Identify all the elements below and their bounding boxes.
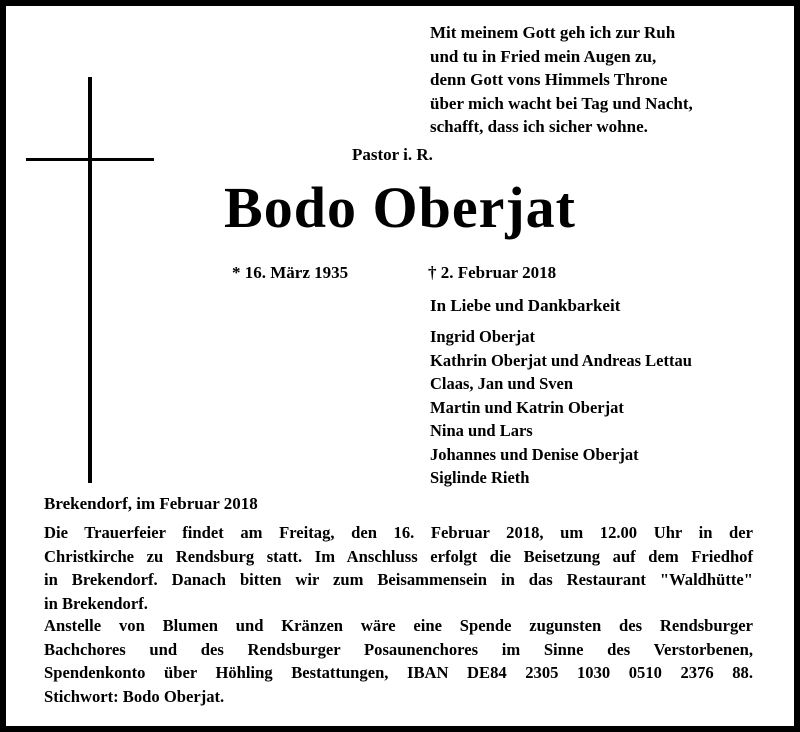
mourner-name: Nina und Lars — [430, 421, 533, 440]
place-and-date: Brekendorf, im Februar 2018 — [44, 494, 258, 513]
funeral-line: Die Trauerfeier findet am Freitag, den 16. Februar 2018, um 12.00 Uhr in der — [44, 523, 753, 542]
deceased-title: Pastor i. R. — [352, 145, 433, 164]
mourner-name: Claas, Jan und Sven — [430, 374, 574, 393]
funeral-paragraph — [44, 521, 753, 615]
donation-paragraph — [44, 614, 753, 708]
donation-line: Stichwort: Bodo Oberjat. — [44, 686, 225, 706]
donation-line: Anstelle von Blumen und Kränzen wäre eine Spende zugunsten des Rendsburger — [44, 616, 753, 635]
verse-line: und tu in Fried mein Augen zu, — [430, 46, 657, 66]
cross-vertical-bar — [88, 77, 92, 483]
verse-line: Mit meinem Gott geh ich zur Ruh — [430, 23, 676, 42]
cross-horizontal-bar — [26, 158, 154, 161]
death-date: † 2. Februar 2018 — [428, 263, 557, 282]
verse — [430, 21, 790, 139]
mourner-name: Ingrid Oberjat — [430, 327, 535, 346]
mourner-name: Kathrin Oberjat und Andreas Lettau — [430, 350, 692, 370]
mourner-name: Siglinde Rieth — [430, 468, 530, 487]
mourner-name: Martin und Katrin Oberjat — [430, 397, 624, 417]
mourners-list — [430, 325, 692, 490]
funeral-line: in Brekendorf. — [44, 593, 148, 613]
verse-line: denn Gott vons Himmels Throne — [430, 70, 668, 89]
verse-line: über mich wacht bei Tag und Nacht, — [430, 93, 693, 113]
donation-line: Bachchores und des Rendsburger Posaunenchores im Sinne des Verstorbenen, — [44, 639, 753, 659]
birth-date: * 16. März 1935 — [232, 263, 349, 282]
mourner-name: Johannes und Denise Oberjat — [430, 444, 639, 464]
mourning-intro: In Liebe und Dankbarkeit — [430, 296, 621, 315]
verse-line: schafft, dass ich sicher wohne. — [430, 117, 648, 136]
funeral-line: in Brekendorf. Danach bitten wir zum Beisammensein in das Restaurant "Waldhütte" — [44, 570, 753, 589]
funeral-line: Christkirche zu Rendsburg statt. Im Anschluss erfolgt die Beisetzung auf dem Friedhof — [44, 546, 753, 566]
deceased-name: Bodo Oberjat — [224, 175, 576, 240]
donation-line: Spendenkonto über Höhling Bestattungen, IBAN DE84 2305 1030 0510 2376 88. — [44, 663, 753, 682]
